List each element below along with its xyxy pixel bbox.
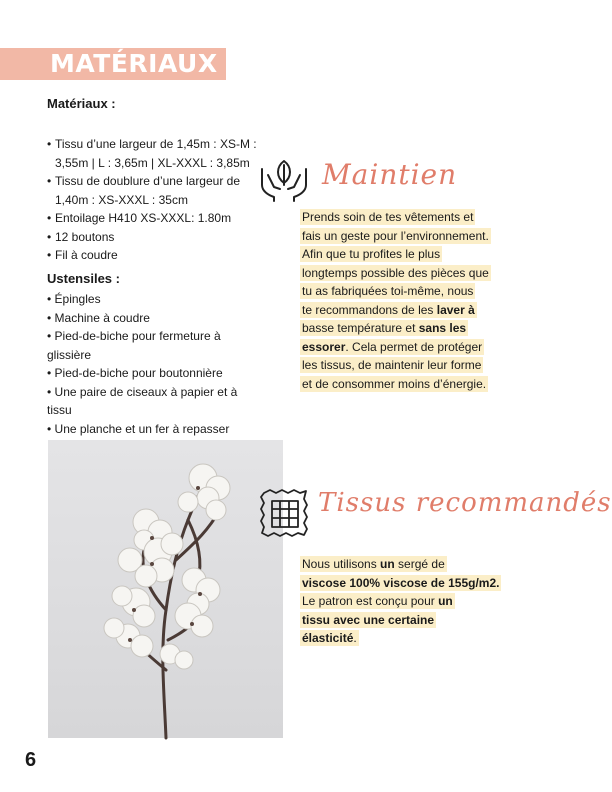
list-item: • Pied-de-biche pour boutonnière — [47, 366, 223, 380]
list-item: • Pied-de-biche pour fermeture à glissière — [47, 329, 221, 362]
fabric-swatch-icon — [258, 487, 310, 544]
tools-list — [47, 290, 252, 438]
list-item: • Machine à coudre — [47, 310, 150, 325]
fabric-heading: Tissus recommandés — [318, 488, 612, 518]
care-text: Prends soin de tes vêtements et fais un geste pour l’environnement. Afin que tu profites le plus longtemps possible des pièces que tu as fabriquées toi-même, nous te recommandons de les laver à basse température et sans les essorer. Cela permet de protéger les tissus, de maintenir leur forme et de consommer moins d’énergie. — [302, 210, 489, 391]
list-item: • Épingles — [47, 292, 101, 306]
materials-title: Matériaux : — [47, 96, 116, 111]
care-heading: Maintien — [322, 158, 458, 191]
list-item: • Tissu de doublure d’une largeur de 1,40m : XS-XXXL : 35cm — [47, 172, 272, 209]
list-item: • Une planche et un fer à repasser — [47, 421, 230, 436]
fabric-text: Nous utilisons un sergé de viscose 100% viscose de 155g/m2. Le patron est conçu pour un tissu avec une certaine élasticité. — [302, 557, 500, 645]
page-number: 6 — [25, 749, 37, 771]
materials-list — [47, 135, 272, 265]
list-item: • Une paire de ciseaux à papier et à tissu — [47, 384, 238, 417]
list-item: • 12 boutons — [47, 228, 272, 247]
tools-title: Ustensiles : — [47, 271, 120, 286]
list-item: • Entoilage H410 XS-XXXL: 1.80m — [47, 209, 272, 228]
cotton-branch-photo — [48, 440, 283, 738]
list-item: • Fil à coudre — [47, 246, 272, 265]
list-item: • Tissu d’une largeur de 1,45m : XS-M : 3,55m | L : 3,65m | XL-XXXL : 3,85m — [47, 135, 272, 172]
hands-leaf-icon — [258, 155, 310, 208]
page-title: MATÉRIAUX — [50, 49, 218, 78]
